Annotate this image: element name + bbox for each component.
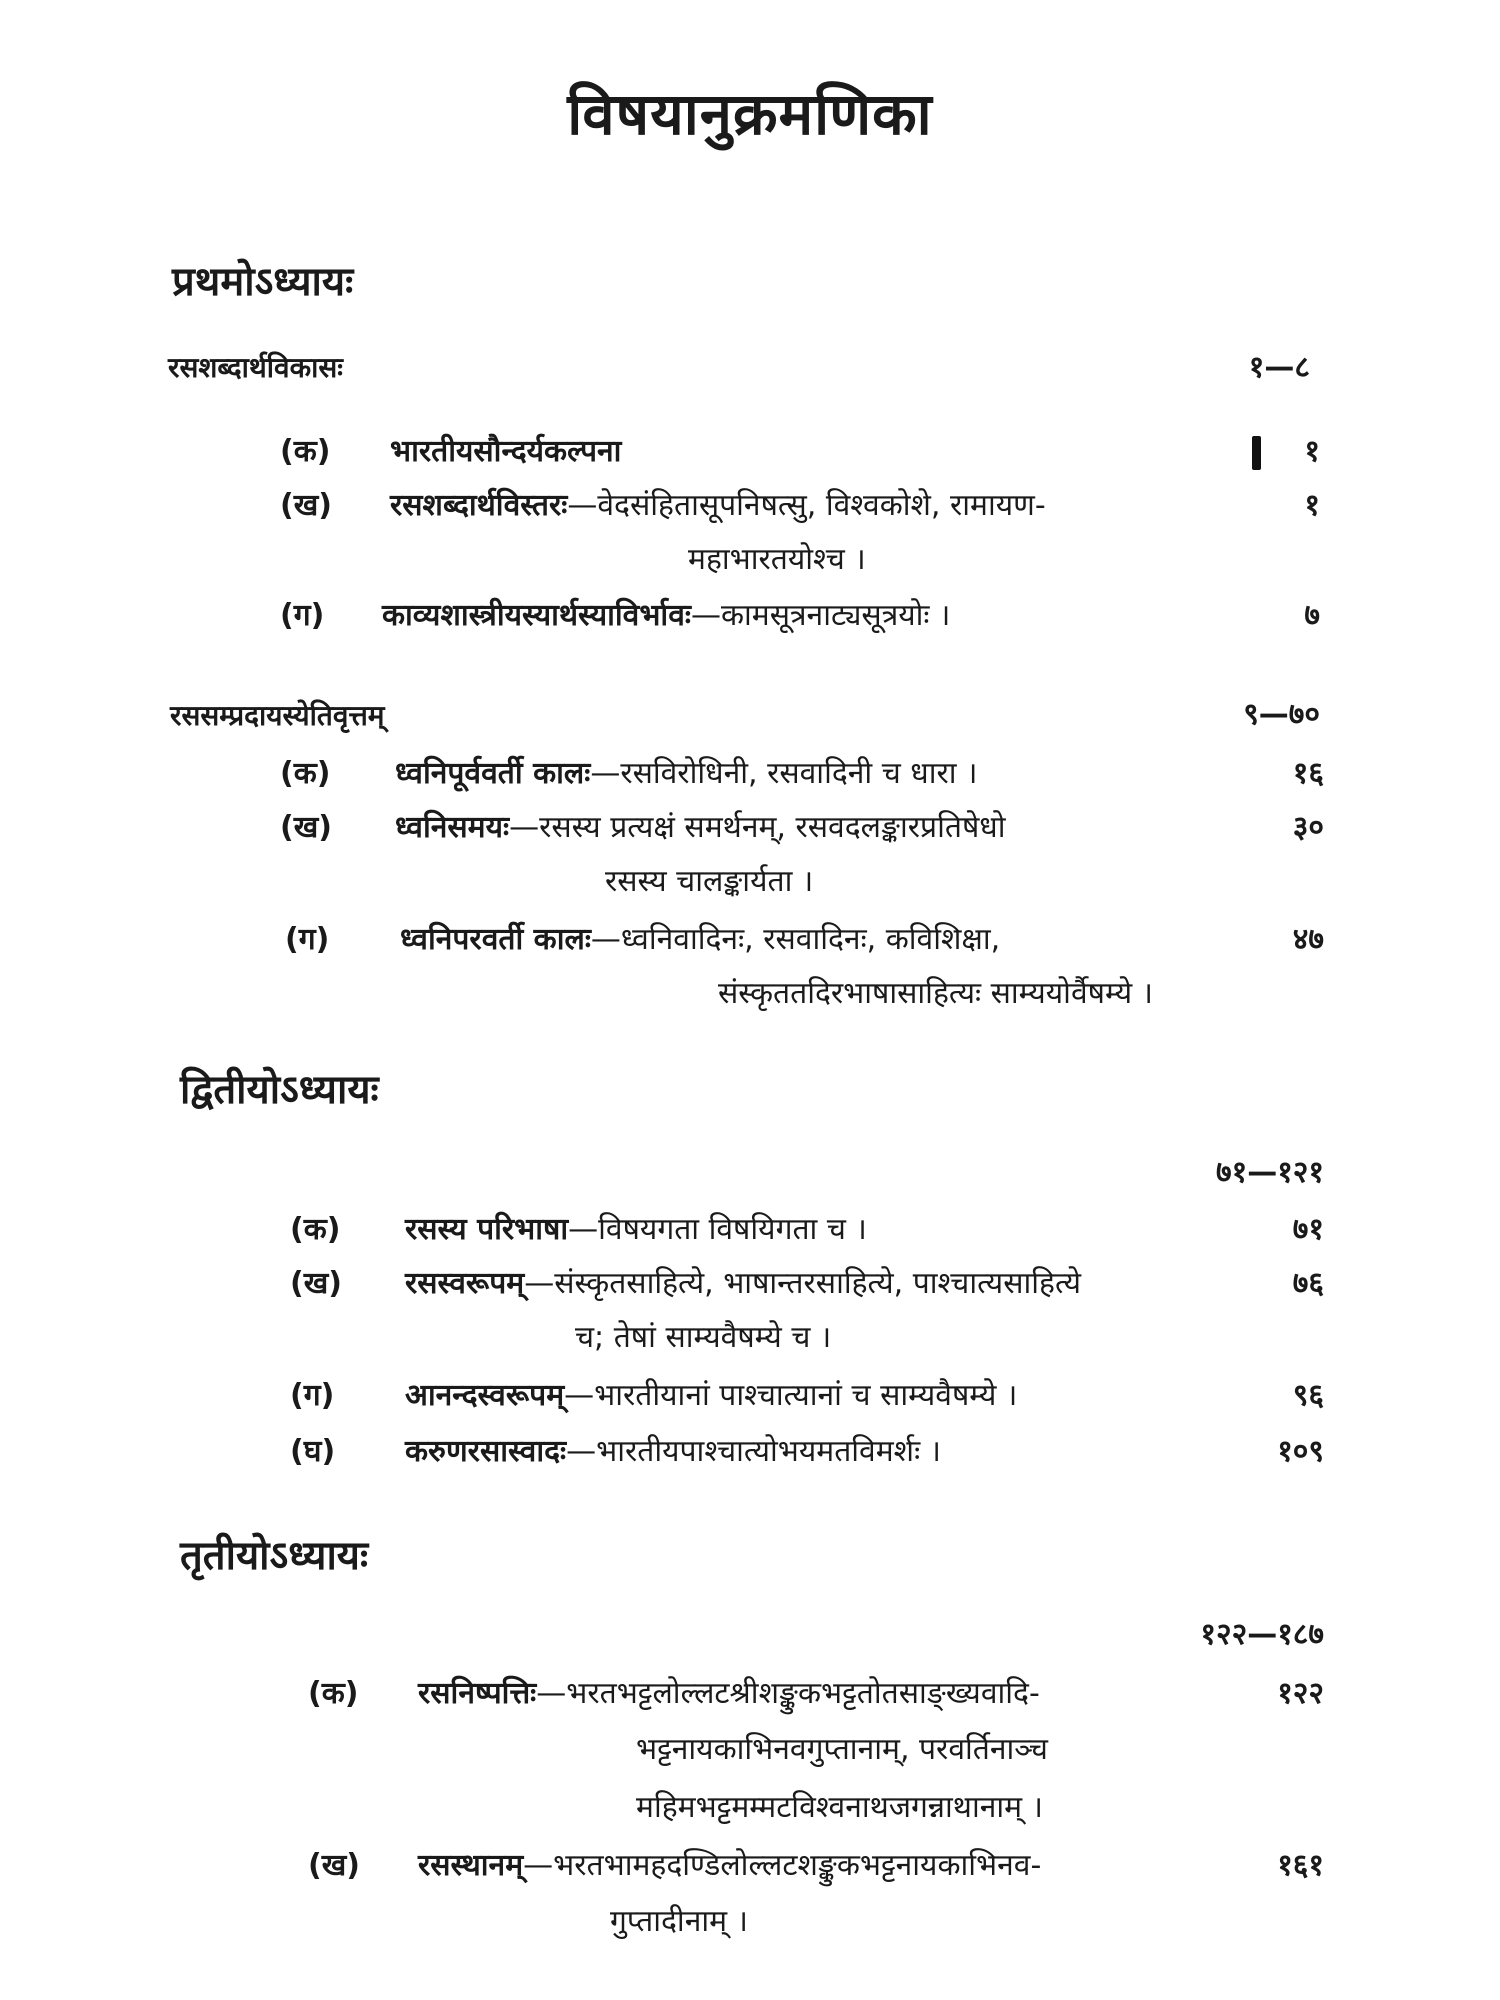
entry-text: [395, 752, 977, 796]
entry-page-number: १६१: [1277, 1848, 1324, 1883]
entry-page-number: १२२: [1277, 1676, 1324, 1711]
entry-text: [405, 1430, 941, 1474]
entry-continuation: महाभारतयोश्च ।: [688, 542, 866, 577]
entry-continuation: संस्कृततदिरभाषासाहित्यः साम्ययोर्वैषम्ये ।: [718, 976, 1154, 1011]
entry-head: भारतीयसौन्दर्यकल्पना: [390, 434, 622, 469]
entry-text: [395, 806, 1006, 850]
entry-text: [405, 1374, 1017, 1418]
entry-text: [382, 594, 950, 638]
entry-detail: —रसस्य प्रत्यक्षं समर्थनम्, रसवदलङ्कारप्रतिषेधो: [509, 810, 1006, 845]
entry-text: [390, 430, 621, 474]
entry-page-number: ७१: [1292, 1212, 1324, 1247]
entry-marker: (ख): [280, 488, 332, 523]
entry-detail: —संस्कृतसाहित्ये, भाषान्तरसाहित्ये, पाश्चात्यसाहित्ये: [524, 1266, 1082, 1301]
section-title: रसशब्दार्थविकासः: [168, 351, 343, 384]
entry-continuation: रसस्य चालङ्कार्यता ।: [605, 864, 814, 899]
entry-page-number: ९६: [1292, 1378, 1324, 1413]
entry-page-number: ७: [1304, 598, 1320, 633]
entry-marker: (घ): [290, 1434, 336, 1469]
entry-head: ध्वनिसमयः: [395, 810, 510, 845]
entry-detail: —कामसूत्रनाट्यसूत्रयोः ।: [690, 598, 951, 633]
entry-head: काव्यशास्त्रीयस्यार्थस्याविर्भावः: [382, 598, 691, 633]
section-page-range: ७१—१२१: [1216, 1155, 1324, 1190]
entry-detail: —ध्वनिवादिनः, रसवादिनः, कविशिक्षा,: [590, 922, 1001, 957]
entry-marker: (ग): [280, 598, 325, 633]
entry-page-number: ३०: [1292, 810, 1324, 845]
entry-page-number: १: [1304, 434, 1320, 469]
entry-page-number: ४७: [1292, 922, 1324, 957]
entry-text: [418, 1672, 1040, 1716]
entry-text: [390, 484, 1046, 528]
entry-head: रसशब्दार्थविस्तरः: [390, 488, 568, 523]
entry-text: [405, 1208, 867, 1252]
entry-marker: (क): [290, 1212, 341, 1247]
entry-detail: —भरतभट्टलोल्लटश्रीशङ्कुकभट्टतोतसाङ्ख्यवादि-: [536, 1676, 1040, 1711]
entry-text: [405, 1262, 1081, 1306]
entry-detail: —भारतीयपाश्चात्योभयमतविमर्शः ।: [566, 1434, 942, 1469]
entry-head: रसस्थानम्: [418, 1848, 524, 1883]
entry-page-number: १: [1304, 488, 1320, 523]
entry-head: ध्वनिपरवर्ती कालः: [400, 922, 591, 957]
entry-page-number: १०९: [1277, 1434, 1324, 1469]
entry-head: आनन्दस्वरूपम्: [405, 1378, 565, 1413]
entry-detail: —विषयगता विषयिगता च ।: [568, 1212, 867, 1247]
section-page-range: १२२—१८७: [1200, 1617, 1324, 1652]
chapter-heading-2: द्वितीयोऽध्यायः: [180, 1067, 379, 1113]
section-title: रससम्प्रदायस्येतिवृत्तम्: [170, 699, 385, 732]
entry-marker: (ख): [280, 810, 332, 845]
entry-marker: (ख): [290, 1266, 342, 1301]
entry-page-number: १६: [1292, 756, 1324, 791]
chapter-heading-3: तृतीयोऽध्यायः: [180, 1533, 369, 1579]
entry-head: रसस्वरूपम्: [405, 1266, 525, 1301]
entry-head: करुणरसास्वादः: [405, 1434, 567, 1469]
entry-marker: (ग): [285, 922, 330, 957]
chapter-heading-1: प्रथमोऽध्यायः: [172, 259, 354, 305]
entry-marker: (क): [308, 1676, 359, 1711]
entry-text: [418, 1844, 1041, 1888]
entry-continuation: च; तेषां साम्यवैषम्ये च ।: [575, 1320, 832, 1355]
entry-marker: (ग): [290, 1378, 335, 1413]
entry-continuation: भट्टनायकाभिनवगुप्तानाम्, परवर्तिनाञ्च: [636, 1732, 1048, 1767]
entry-head: रसस्य परिभाषा: [405, 1212, 569, 1247]
section-page-range: १—८: [1248, 350, 1310, 385]
entry-detail: —रसविरोधिनी, रसवादिनी च धारा ।: [590, 756, 978, 791]
entry-marker: (क): [280, 756, 331, 791]
entry-detail: —वेदसंहितासूपनिषत्सु, विश्वकोशे, रामायण-: [567, 488, 1046, 523]
entry-head: रसनिष्पत्तिः: [418, 1676, 537, 1711]
entry-text: [400, 918, 1000, 962]
entry-continuation: महिमभट्टमम्मटविश्वनाथजगन्नाथानाम् ।: [636, 1790, 1044, 1825]
entry-marker: (ख): [308, 1848, 360, 1883]
page-title: विषयानुक्रमणिका: [567, 80, 933, 148]
section-page-range: ९—७०: [1243, 697, 1320, 732]
entry-marker: (क): [280, 434, 331, 469]
entry-page-number: ७६: [1292, 1266, 1324, 1301]
entry-detail: —भरतभामहदण्डिलोल्लटशङ्कुकभट्टनायकाभिनव-: [523, 1848, 1042, 1883]
entry-detail: —भारतीयानां पाश्चात्यानां च साम्यवैषम्ये ।: [564, 1378, 1018, 1413]
entry-head: ध्वनिपूर्ववर्ती कालः: [395, 756, 591, 791]
entry-continuation: गुप्तादीनाम् ।: [610, 1904, 748, 1939]
